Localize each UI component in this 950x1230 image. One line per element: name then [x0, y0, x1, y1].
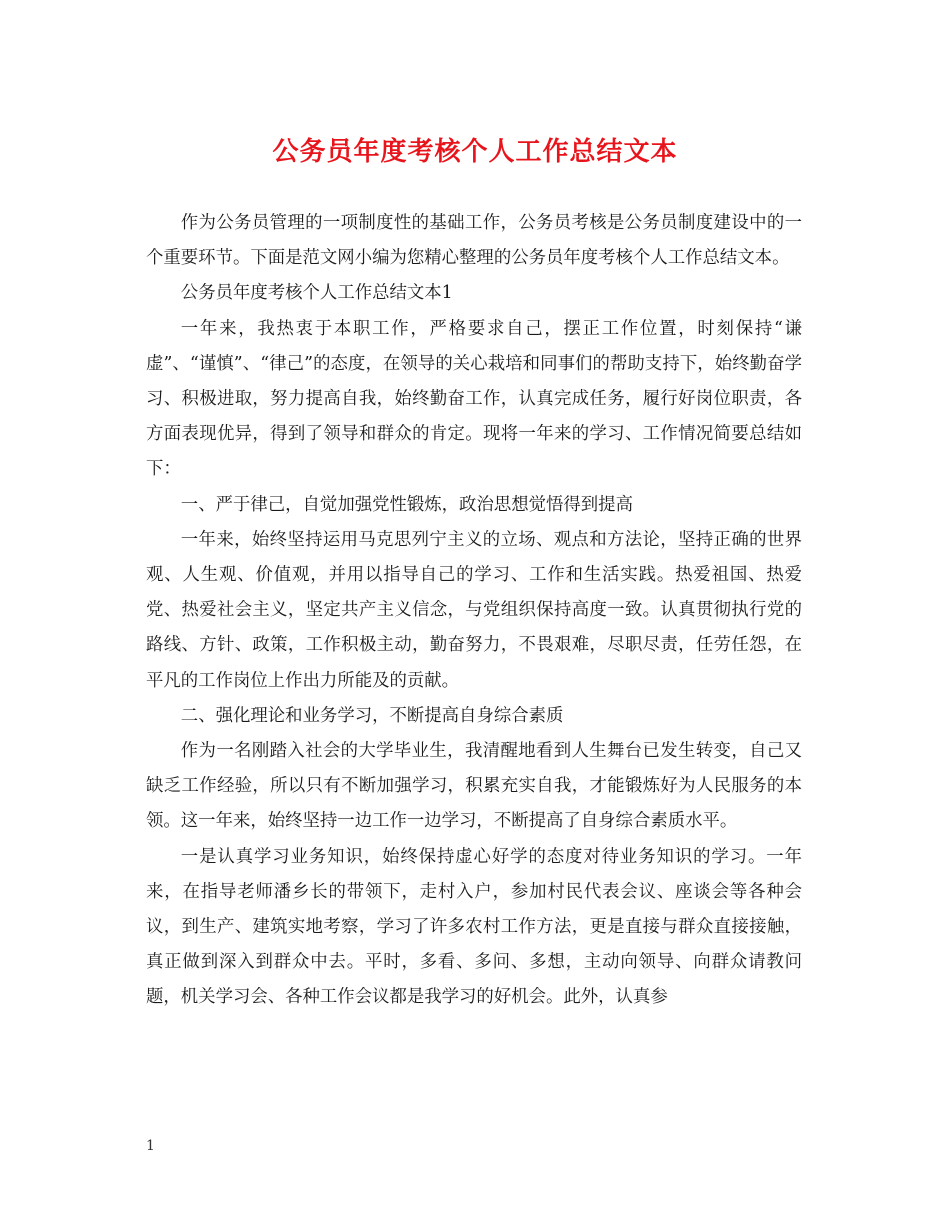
section-heading-text-1: 公务员年度考核个人工作总结文本1 [180, 283, 453, 304]
paragraph-business-knowledge: 一是认真学习业务知识，始终保持虚心好学的态度对待业务知识的学习。一年来，在指导老师潘乡长的带领下，走村入户，参加村民代表会议、座谈会等各种会议，到生产、建筑实地考察，学习了许多农村工作方法，更是直接与群众直接接触，真正做到深入到群众中去。平时，多看、多问、多想，主动向领导、向群众请教问题，机关学习会、各种工作会议都是我学习的好机会。此外，认真参 [146, 846, 802, 1008]
paragraph-intro: 作为公务员管理的一项制度性的基础工作，公务员考核是公务员制度建设中的一个重要环节。下面是范文网小编为您精心整理的公务员年度考核个人工作总结文本。 [146, 213, 802, 269]
page-number: 1 [146, 1138, 155, 1154]
document-title: 公务员年度考核个人工作总结文本 [272, 137, 678, 167]
section-heading-one: 一、严于律己，自觉加强党性锻炼，政治思想觉悟得到提高 [180, 494, 633, 515]
document-body [146, 206, 802, 1016]
paragraph-study: 作为一名刚踏入社会的大学毕业生，我清醒地看到人生舞台已发生转变，自己又缺乏工作经验，所以只有不断加强学习，积累充实自我，才能锻炼好为人民服务的本领。这一年来，始终坚持一边工作一边学习，不断提高了自身综合素质水平。 [146, 741, 802, 832]
section-heading-two: 二、强化理论和业务学习，不断提高自身综合素质 [180, 705, 564, 726]
paragraph-political: 一年来，始终坚持运用马克思列宁主义的立场、观点和方法论，坚持正确的世界观、人生观、价值观，并用以指导自己的学习、工作和生活实践。热爱祖国、热爱党、热爱社会主义，坚定共产主义信念，与党组织保持高度一致。认真贯彻执行党的路线、方针、政策，工作积极主动，勤奋努力，不畏艰难，尽职尽责，任劳任怨，在平凡的工作岗位上作出力所能及的贡献。 [146, 529, 802, 691]
paragraph-overview: 一年来，我热衷于本职工作，严格要求自己，摆正工作位置，时刻保持“谦虚”、“谨慎”、“律己”的态度，在领导的关心栽培和同事们的帮助支持下，始终勤奋学习、积极进取，努力提高自我，始终勤奋工作，认真完成任务，履行好岗位职责，各方面表现优异，得到了领导和群众的肯定。现将一年来的学习、工作情况简要总结如下： [146, 318, 802, 480]
